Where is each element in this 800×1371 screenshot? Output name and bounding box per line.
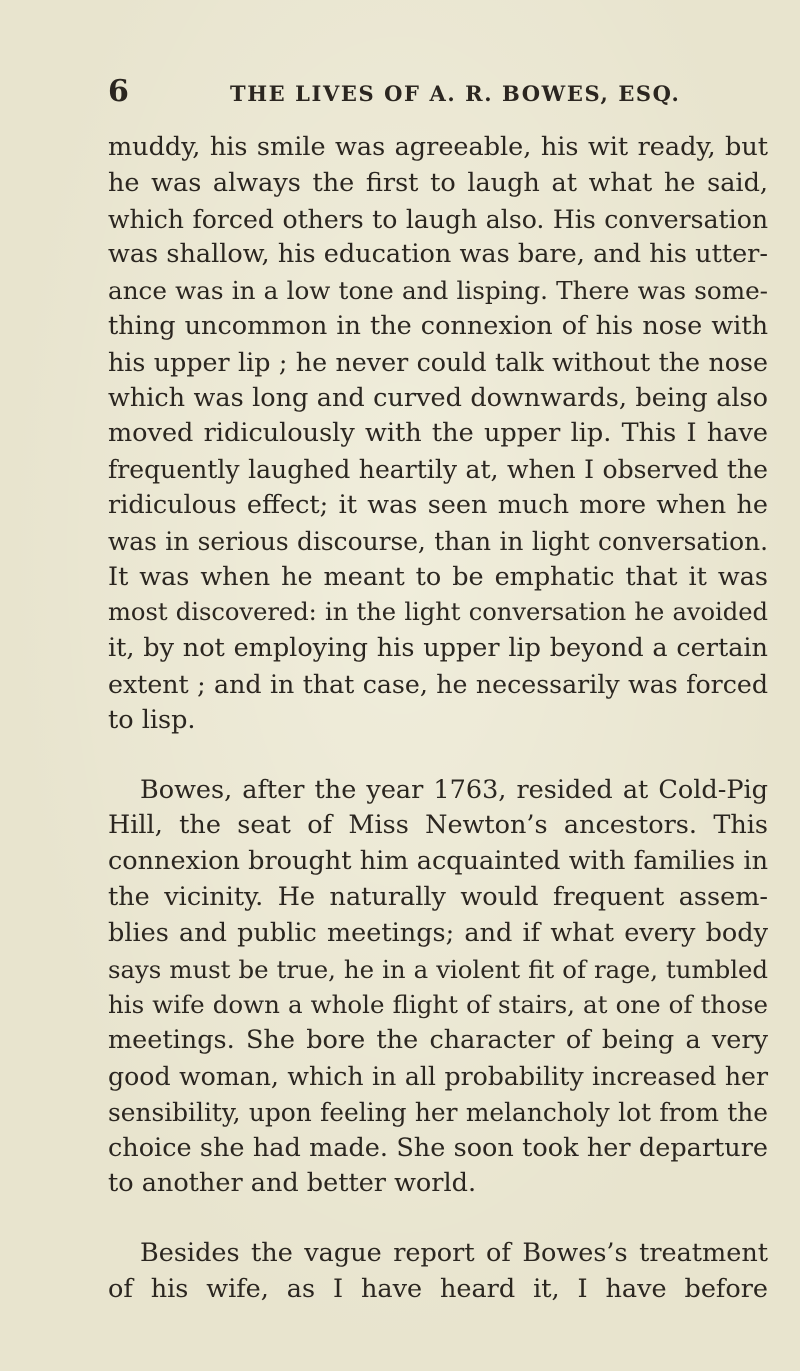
text-line: which forced others to laugh also. His conversation <box>108 204 768 234</box>
text-line: meetings. She bore the character of being a very <box>108 1025 768 1056</box>
text-line: the vicinity. He naturally would frequent assem- <box>108 881 768 912</box>
text-line: was in serious discourse, than in light conversation. <box>108 526 768 556</box>
paragraph-1 <box>108 130 768 739</box>
text-line: extent ; and in that case, he necessarily was forced <box>108 669 768 699</box>
text-line: he was always the first to laugh at what he said, <box>108 167 768 198</box>
text-line: sensibility, upon feeling her melancholy lot from the <box>108 1097 768 1127</box>
paragraph-3 <box>108 1236 768 1308</box>
text-line: to lisp. <box>108 704 196 735</box>
text-line: which was long and curved downwards, being also <box>108 382 768 413</box>
text-line: Bowes, after the year 1763, resided at Cold-Pig <box>140 774 768 805</box>
paragraph-gap <box>108 739 768 773</box>
running-head <box>108 74 768 114</box>
text-line: good woman, which in all probability increased her <box>108 1061 768 1091</box>
text-line: frequently laughed heartily at, when I observed the <box>108 455 768 485</box>
text-line: his wife down a whole flight of stairs, at one of those <box>108 990 768 1020</box>
text-line: to another and better world. <box>108 1168 477 1199</box>
text-line: blies and public meetings; and if what every body <box>108 917 768 948</box>
text-line: ridiculous effect; it was seen much more when he <box>108 489 768 520</box>
text-line: moved ridiculously with the upper lip. This I have <box>108 418 768 449</box>
text-line: was shallow, his education was bare, and his utter- <box>108 239 768 270</box>
page-number: 6 <box>108 74 129 109</box>
running-head-title: THE LIVES OF A. R. BOWES, ESQ. <box>230 81 681 106</box>
text-line: says must be true, he in a violent fit of rage, tumbled <box>108 954 768 984</box>
text-line: thing uncommon in the connexion of his nose with <box>108 310 768 341</box>
text-line: it, by not employing his upper lip beyond a certain <box>108 633 768 664</box>
body-text <box>108 130 768 1308</box>
text-line: most discovered: in the light conversation he avoided <box>108 598 768 627</box>
text-line: of his wife, as I have heard it, I have before <box>108 1273 768 1304</box>
paragraph-2 <box>108 773 768 1203</box>
text-line: ance was in a low tone and lisping. There was some- <box>108 276 768 306</box>
paragraph-gap <box>108 1202 768 1236</box>
text-line: Besides the vague report of Bowes’s treatment <box>140 1238 768 1269</box>
text-line: connexion brought him acquainted with families in <box>108 846 768 877</box>
text-line: choice she had made. She soon took her departure <box>108 1132 768 1163</box>
text-line: muddy, his smile was agreeable, his wit ready, but <box>108 132 768 162</box>
text-line: It was when he meant to be emphatic that it was <box>108 561 768 592</box>
text-line: his upper lip ; he never could talk without the nose <box>108 346 768 377</box>
text-line: Hill, the seat of Miss Newton’s ancestors. This <box>108 810 768 841</box>
